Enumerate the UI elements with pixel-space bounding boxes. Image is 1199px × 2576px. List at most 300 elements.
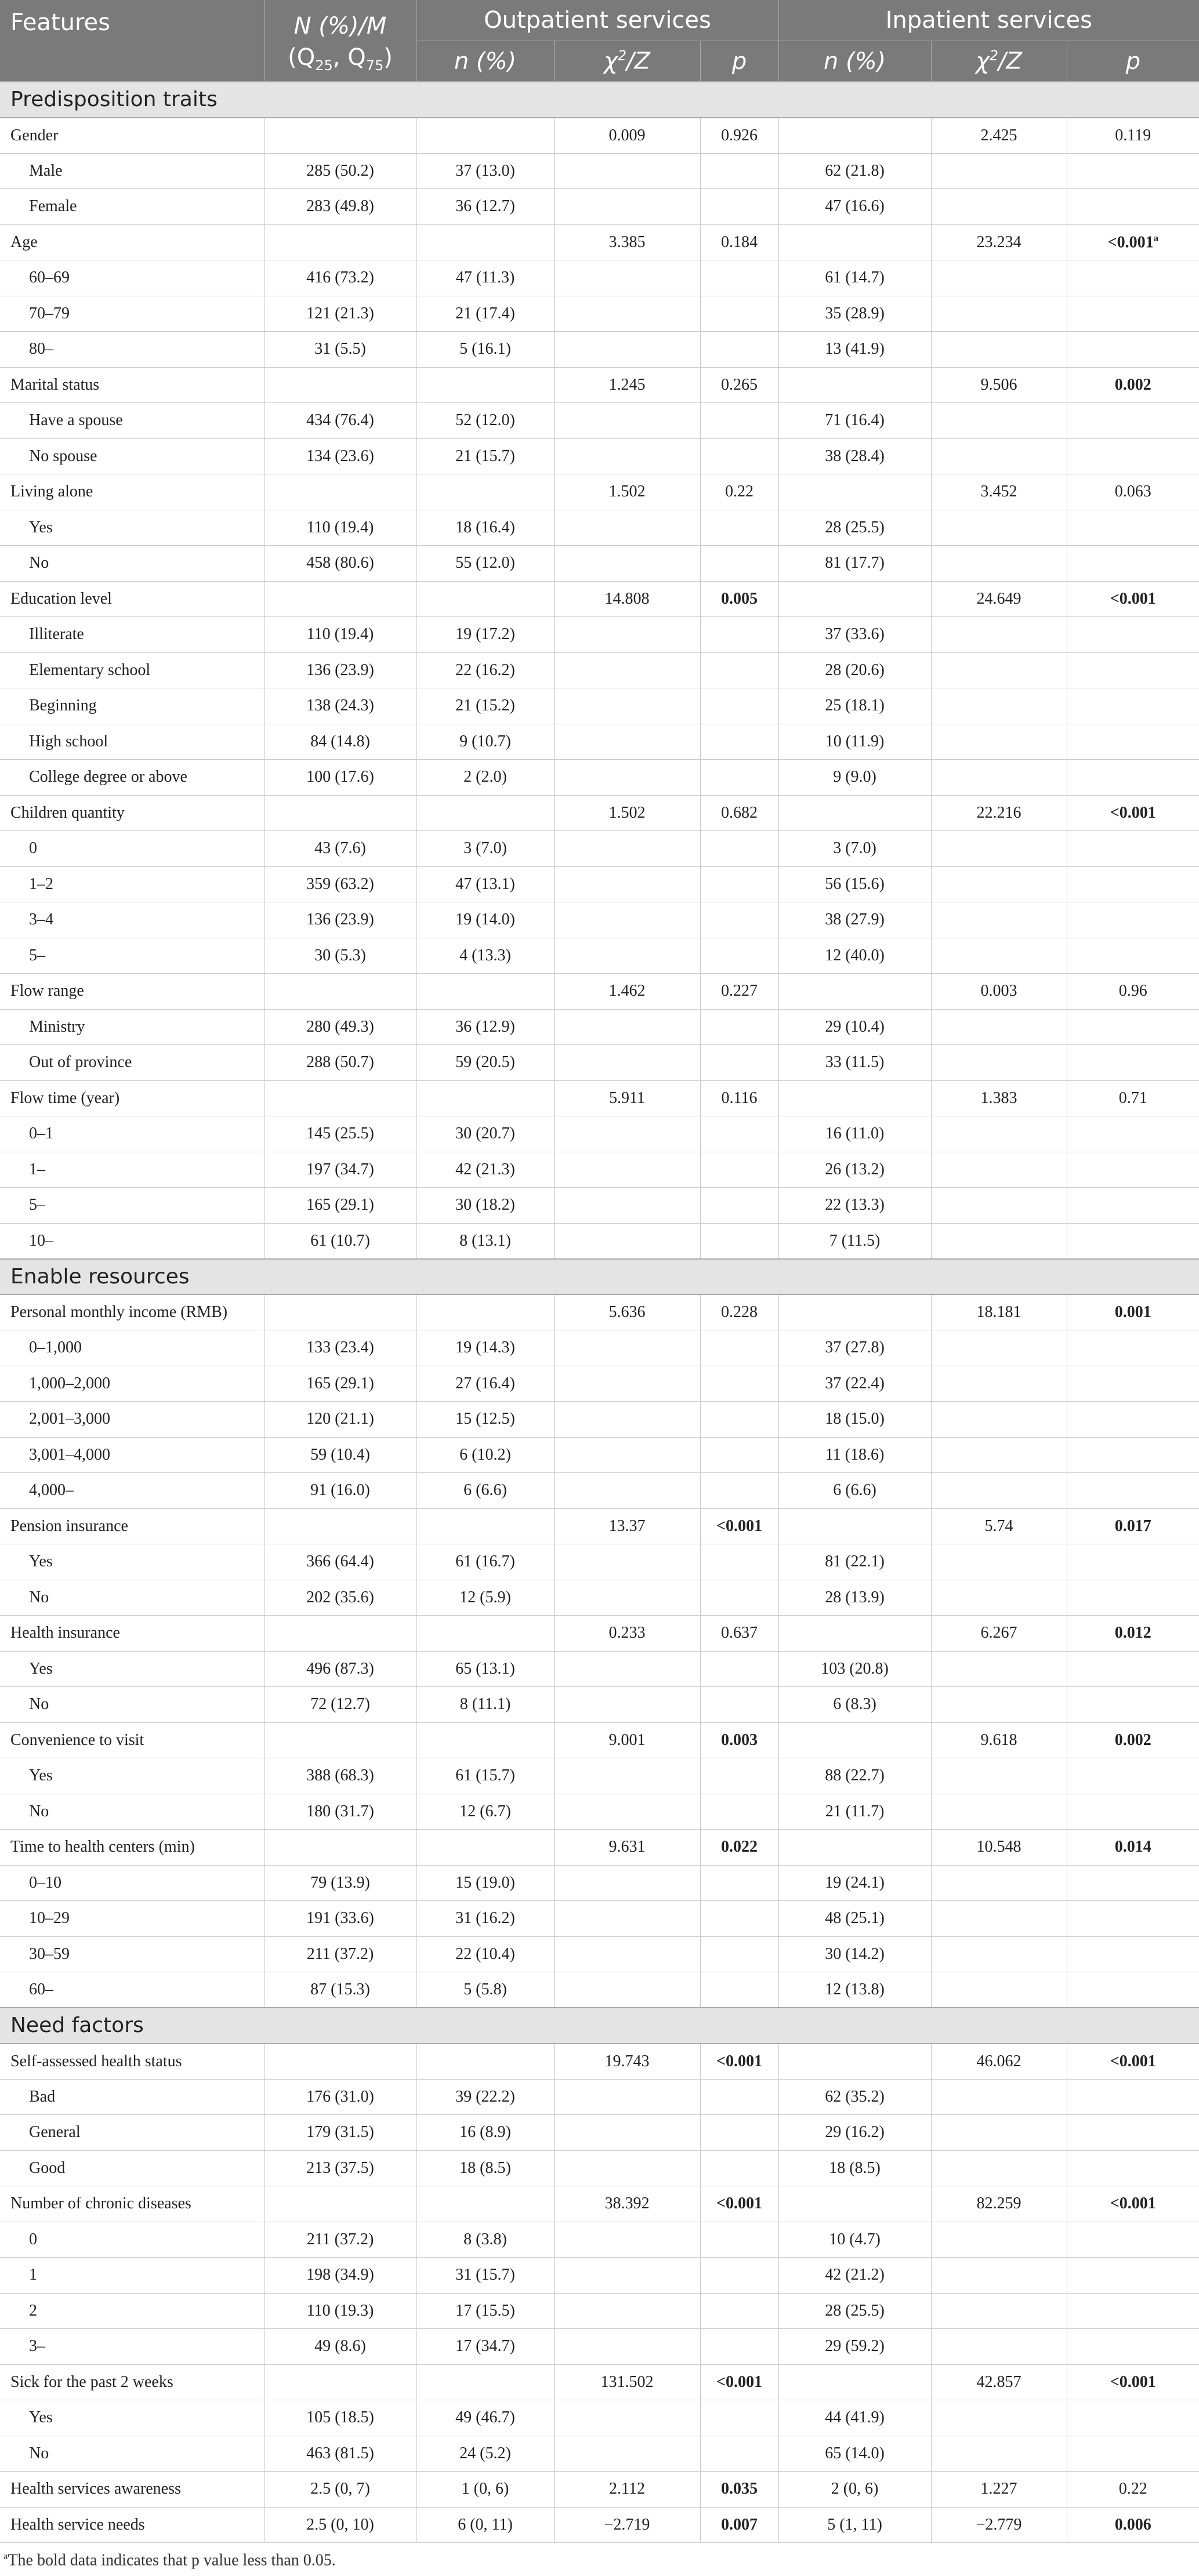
cell-total-value: 359 (63.2) <box>306 875 374 893</box>
cell-total <box>264 153 416 189</box>
cell-inpatient-n <box>778 510 931 546</box>
cell-outpatient-n <box>416 1758 554 1794</box>
cell-inpatient-n <box>778 2079 931 2115</box>
cell-inpatient-chi <box>931 1865 1067 1901</box>
cell-inpatient-p <box>1067 1616 1199 1652</box>
cell-total <box>264 438 416 474</box>
variable-row <box>0 1508 1199 1544</box>
cell-outpatient-n <box>416 438 554 474</box>
cell-total-value: 91 (16.0) <box>310 1481 370 1500</box>
cell-outpatient-n <box>416 902 554 938</box>
cell-inpatient-n <box>778 1972 931 2008</box>
cell-outpatient-p <box>700 153 778 189</box>
variable-row <box>0 2507 1199 2543</box>
cell-total <box>264 2222 416 2258</box>
cell-inpatient-chi <box>931 510 1067 546</box>
cell-inpatient-n <box>778 2400 931 2436</box>
header-inpatient-chi: $\chi^2/Z$ <box>931 41 1067 82</box>
cell-outpatient-chi <box>554 1722 700 1758</box>
cell-inpatient-n <box>778 1294 931 1330</box>
cell-outpatient-n <box>416 1152 554 1188</box>
cell-outpatient-n-value: 19 (17.2) <box>455 625 515 644</box>
cell-outpatient-p-value: <0.001 <box>716 1516 762 1535</box>
row-label: 0 <box>0 831 264 867</box>
cell-inpatient-n-value: 28 (25.5) <box>825 518 885 536</box>
variable-row <box>0 1080 1199 1116</box>
cell-total <box>264 2115 416 2151</box>
cell-outpatient-chi-value: 1.502 <box>608 482 646 501</box>
cell-inpatient-chi <box>931 2472 1067 2508</box>
cell-inpatient-p-value: <0.001 <box>1110 803 1156 822</box>
category-row <box>0 938 1199 974</box>
cell-outpatient-chi-value: 5.911 <box>609 1089 645 1107</box>
cell-outpatient-n-value: 1 (0, 6) <box>461 2480 509 2498</box>
category-row <box>0 189 1199 225</box>
category-row <box>0 2436 1199 2472</box>
row-label: Personal monthly income (RMB) <box>0 1294 264 1330</box>
cell-inpatient-chi <box>931 760 1067 796</box>
cell-total <box>264 189 416 225</box>
cell-total <box>264 581 416 617</box>
cell-outpatient-n <box>416 1402 554 1438</box>
cell-outpatient-p-value: 0.035 <box>721 2480 758 2498</box>
cell-inpatient-p <box>1067 1473 1199 1509</box>
cell-total <box>264 1544 416 1580</box>
cell-outpatient-p-value: 0.007 <box>721 2515 758 2534</box>
cell-inpatient-chi <box>931 1972 1067 2008</box>
row-label: Education level <box>0 581 264 617</box>
cell-inpatient-chi <box>931 1508 1067 1544</box>
cell-inpatient-chi <box>931 2400 1067 2436</box>
cell-outpatient-n-value: 36 (12.7) <box>455 197 515 216</box>
cell-outpatient-p <box>700 2258 778 2294</box>
cell-total <box>264 1366 416 1402</box>
cell-inpatient-p-value: 0.96 <box>1118 982 1147 1000</box>
cell-total-value: 61 (10.7) <box>310 1231 370 1250</box>
category-row <box>0 1972 1199 2008</box>
cell-inpatient-n-value: 29 (59.2) <box>825 2337 885 2356</box>
cell-inpatient-n-value: 6 (8.3) <box>833 1695 876 1714</box>
cell-outpatient-p <box>700 1045 778 1081</box>
cell-outpatient-p-value: 0.005 <box>721 589 758 608</box>
row-label: 0 <box>0 2222 264 2258</box>
cell-total <box>264 2400 416 2436</box>
cell-inpatient-n <box>778 1758 931 1794</box>
cell-inpatient-p <box>1067 795 1199 831</box>
cell-inpatient-n <box>778 189 931 225</box>
cell-outpatient-p-value: 0.228 <box>721 1303 758 1321</box>
cell-outpatient-p <box>700 1080 778 1116</box>
row-label: 1–2 <box>0 866 264 902</box>
cell-inpatient-p-value: 0.119 <box>1115 126 1151 144</box>
cell-inpatient-n-value: 26 (13.2) <box>825 1160 885 1178</box>
row-label: 1,000–2,000 <box>0 1366 264 1402</box>
row-label: 2,001–3,000 <box>0 1402 264 1438</box>
cell-outpatient-chi <box>554 224 700 260</box>
cell-outpatient-n <box>416 974 554 1010</box>
cell-inpatient-chi <box>931 2079 1067 2115</box>
cell-inpatient-n-value: 33 (11.5) <box>825 1053 885 1072</box>
row-label: 3– <box>0 2329 264 2365</box>
cell-inpatient-p <box>1067 1865 1199 1901</box>
cell-inpatient-chi <box>931 831 1067 867</box>
cell-outpatient-n <box>416 1473 554 1509</box>
section-label: Need factors <box>0 2008 1199 2044</box>
section-label: Predisposition traits <box>0 82 1199 118</box>
cell-total <box>264 296 416 332</box>
variable-row <box>0 474 1199 510</box>
cell-outpatient-n <box>416 2079 554 2115</box>
row-label: 70–79 <box>0 296 264 332</box>
cell-outpatient-p <box>700 367 778 403</box>
cell-total-value: 110 (19.4) <box>306 518 374 536</box>
cell-outpatient-p <box>700 2436 778 2472</box>
cell-inpatient-n-value: 28 (25.5) <box>825 2301 885 2320</box>
cell-inpatient-p <box>1067 1830 1199 1866</box>
category-row <box>0 1009 1199 1045</box>
cell-inpatient-chi <box>931 795 1067 831</box>
cell-total <box>264 260 416 296</box>
cell-outpatient-n-value: 19 (14.3) <box>455 1338 515 1357</box>
cell-inpatient-chi <box>931 2436 1067 2472</box>
cell-outpatient-n-value: 17 (34.7) <box>455 2337 515 2356</box>
cell-outpatient-p <box>700 1901 778 1937</box>
category-row <box>0 652 1199 688</box>
cell-outpatient-n-value: 18 (8.5) <box>459 2158 511 2177</box>
cell-outpatient-p <box>700 1722 778 1758</box>
cell-inpatient-n <box>778 2186 931 2222</box>
row-label: 30–59 <box>0 1936 264 1972</box>
category-row <box>0 332 1199 368</box>
cell-total-value: 110 (19.3) <box>306 2301 374 2320</box>
cell-outpatient-n <box>416 260 554 296</box>
row-label: 10– <box>0 1223 264 1259</box>
cell-inpatient-chi <box>931 2507 1067 2543</box>
cell-outpatient-n-value: 36 (12.9) <box>455 1017 515 1036</box>
cell-outpatient-n <box>416 1830 554 1866</box>
cell-outpatient-p <box>700 546 778 582</box>
cell-outpatient-n <box>416 1294 554 1330</box>
cell-outpatient-chi-value: −2.719 <box>604 2515 650 2534</box>
cell-total <box>264 1616 416 1652</box>
cell-inpatient-p <box>1067 2329 1199 2365</box>
cell-outpatient-n-value: 5 (16.1) <box>459 340 511 358</box>
row-label: Female <box>0 189 264 225</box>
cell-outpatient-n <box>416 724 554 760</box>
row-label: College degree or above <box>0 760 264 796</box>
cell-inpatient-n <box>778 224 931 260</box>
cell-inpatient-n <box>778 2115 931 2151</box>
cell-inpatient-n-value: 28 (13.9) <box>825 1588 885 1606</box>
cell-outpatient-chi <box>554 724 700 760</box>
cell-outpatient-n <box>416 189 554 225</box>
cell-inpatient-chi <box>931 652 1067 688</box>
cell-inpatient-chi <box>931 2258 1067 2294</box>
cell-outpatient-n <box>416 332 554 368</box>
cell-total <box>264 688 416 724</box>
row-label: 0–1,000 <box>0 1330 264 1366</box>
cell-outpatient-n <box>416 2329 554 2365</box>
cell-inpatient-chi <box>931 2364 1067 2400</box>
cell-outpatient-n <box>416 1330 554 1366</box>
cell-total <box>264 1687 416 1723</box>
cell-inpatient-p-value: 0.014 <box>1114 1838 1151 1856</box>
cell-outpatient-n-value: 37 (13.0) <box>455 161 515 180</box>
category-row <box>0 2258 1199 2294</box>
cell-outpatient-p <box>700 1009 778 1045</box>
cell-outpatient-p <box>700 2222 778 2258</box>
cell-inpatient-n <box>778 296 931 332</box>
cell-total-value: 136 (23.9) <box>306 661 374 679</box>
cell-outpatient-n <box>416 831 554 867</box>
cell-outpatient-p <box>700 724 778 760</box>
cell-inpatient-chi <box>931 1722 1067 1758</box>
cell-total-value: 49 (8.6) <box>314 2337 366 2356</box>
cell-outpatient-p-value: 0.22 <box>725 482 754 501</box>
cell-outpatient-chi <box>554 1366 700 1402</box>
cell-outpatient-chi-value: 38.392 <box>604 2194 650 2213</box>
table-header <box>0 0 1199 82</box>
cell-outpatient-chi <box>554 260 700 296</box>
cell-outpatient-p <box>700 438 778 474</box>
cell-inpatient-n <box>778 1830 931 1866</box>
row-label: 5– <box>0 1188 264 1224</box>
cell-total <box>264 1294 416 1330</box>
cell-outpatient-n <box>416 1045 554 1081</box>
cell-outpatient-chi <box>554 902 700 938</box>
cell-total-value: 180 (31.7) <box>306 1802 374 1820</box>
cell-total <box>264 2079 416 2115</box>
row-label: Male <box>0 153 264 189</box>
row-label: Bad <box>0 2079 264 2115</box>
category-row <box>0 2329 1199 2365</box>
cell-outpatient-n-value: 21 (15.2) <box>455 696 515 715</box>
cell-outpatient-n-value: 22 (16.2) <box>455 661 515 679</box>
row-label: No <box>0 1687 264 1723</box>
cell-outpatient-chi-value: 9.001 <box>608 1730 646 1749</box>
category-row <box>0 1116 1199 1152</box>
cell-outpatient-n <box>416 652 554 688</box>
cell-inpatient-n <box>778 1580 931 1616</box>
cell-outpatient-n <box>416 2115 554 2151</box>
cell-inpatient-p <box>1067 1366 1199 1402</box>
cell-inpatient-p-value: 0.002 <box>1114 375 1151 394</box>
cell-total-value: 288 (50.7) <box>306 1053 374 1072</box>
header-outpatient-n: n (%) <box>416 41 554 82</box>
cell-outpatient-n-value: 8 (3.8) <box>463 2230 507 2248</box>
cell-outpatient-chi-value: 3.385 <box>608 233 646 251</box>
cell-outpatient-n-value: 12 (5.9) <box>459 1588 511 1606</box>
cell-total <box>264 1330 416 1366</box>
cell-total-value: 211 (37.2) <box>306 2230 374 2248</box>
cell-total-value: 165 (29.1) <box>306 1196 374 1214</box>
cell-outpatient-n <box>416 1972 554 2008</box>
header-q-label: ($Q_{25}$, $Q_{75}$) <box>288 44 393 74</box>
cell-total <box>264 2150 416 2186</box>
cell-total <box>264 1045 416 1081</box>
cell-outpatient-chi <box>554 332 700 368</box>
cell-total <box>264 724 416 760</box>
cell-inpatient-n-value: 12 (13.8) <box>825 1980 885 1998</box>
cell-inpatient-n <box>778 118 931 154</box>
variable-row <box>0 2364 1199 2400</box>
category-row <box>0 1687 1199 1723</box>
cell-outpatient-n <box>416 1437 554 1473</box>
variable-row <box>0 2044 1199 2080</box>
category-row <box>0 403 1199 439</box>
cell-outpatient-chi <box>554 474 700 510</box>
cell-outpatient-p <box>700 760 778 796</box>
cell-inpatient-n-value: 71 (16.4) <box>825 411 885 430</box>
cell-inpatient-n-value: 103 (20.8) <box>821 1659 889 1678</box>
cell-outpatient-n-value: 18 (16.4) <box>455 518 515 536</box>
header-outpatient-chi: $\chi^2/Z$ <box>554 41 700 82</box>
cell-outpatient-n <box>416 224 554 260</box>
cell-outpatient-chi <box>554 938 700 974</box>
cell-total-value: 110 (19.4) <box>306 625 374 644</box>
cell-inpatient-n-value: 81 (17.7) <box>825 554 885 572</box>
cell-outpatient-chi <box>554 831 700 867</box>
cell-inpatient-n <box>778 438 931 474</box>
cell-inpatient-n <box>778 1722 931 1758</box>
cell-inpatient-n-value: 65 (14.0) <box>825 2444 885 2462</box>
cell-outpatient-p <box>700 831 778 867</box>
cell-inpatient-p <box>1067 189 1199 225</box>
cell-total-value: 2.5 (0, 7) <box>310 2480 370 2498</box>
section-row <box>0 1259 1199 1295</box>
cell-inpatient-p <box>1067 938 1199 974</box>
cell-outpatient-p <box>700 510 778 546</box>
cell-inpatient-chi-value: 9.506 <box>980 375 1017 394</box>
row-label: Age <box>0 224 264 260</box>
cell-total <box>264 2472 416 2508</box>
cell-inpatient-p <box>1067 1758 1199 1794</box>
cell-outpatient-n-value: 21 (17.4) <box>455 304 515 322</box>
cell-outpatient-p <box>700 2507 778 2543</box>
cell-outpatient-chi <box>554 189 700 225</box>
cell-total <box>264 367 416 403</box>
cell-outpatient-p <box>700 1544 778 1580</box>
cell-total <box>264 1580 416 1616</box>
cell-inpatient-n-value: 48 (25.1) <box>825 1909 885 1928</box>
variable-row <box>0 1722 1199 1758</box>
cell-outpatient-chi <box>554 118 700 154</box>
cell-outpatient-n-value: 52 (12.0) <box>455 411 515 430</box>
category-row <box>0 1223 1199 1259</box>
row-label: Have a spouse <box>0 403 264 439</box>
cell-inpatient-chi <box>931 1080 1067 1116</box>
cell-outpatient-n-value: 6 (0, 11) <box>458 2515 513 2534</box>
category-row <box>0 2150 1199 2186</box>
cell-outpatient-n <box>416 1580 554 1616</box>
cell-inpatient-n <box>778 1687 931 1723</box>
cell-outpatient-chi <box>554 1830 700 1866</box>
cell-outpatient-p <box>700 1616 778 1652</box>
cell-inpatient-p <box>1067 1152 1199 1188</box>
cell-total-value: 145 (25.5) <box>306 1124 374 1143</box>
category-row <box>0 2079 1199 2115</box>
cell-total <box>264 1080 416 1116</box>
cell-outpatient-chi-value: 0.233 <box>608 1624 646 1642</box>
cell-outpatient-n <box>416 2044 554 2080</box>
cell-inpatient-p <box>1067 296 1199 332</box>
cell-outpatient-p <box>700 332 778 368</box>
cell-outpatient-chi <box>554 2400 700 2436</box>
cell-inpatient-chi <box>931 1437 1067 1473</box>
cell-outpatient-p <box>700 224 778 260</box>
cell-inpatient-p-value: 0.002 <box>1114 1730 1151 1749</box>
cell-inpatient-p <box>1067 403 1199 439</box>
cell-inpatient-n-value: 47 (16.6) <box>825 197 885 216</box>
cell-inpatient-n-value: 16 (11.0) <box>825 1124 885 1143</box>
cell-outpatient-n-value: 55 (12.0) <box>455 554 515 572</box>
cell-inpatient-chi <box>931 2150 1067 2186</box>
row-label: Health service needs <box>0 2507 264 2543</box>
cell-inpatient-chi-value: 10.548 <box>976 1838 1021 1856</box>
cell-outpatient-chi <box>554 1294 700 1330</box>
cell-inpatient-p <box>1067 724 1199 760</box>
cell-outpatient-p <box>700 1366 778 1402</box>
cell-outpatient-n-value: 65 (13.1) <box>455 1659 515 1678</box>
cell-inpatient-n <box>778 2364 931 2400</box>
cell-total-value: 121 (21.3) <box>306 304 374 322</box>
cell-outpatient-p <box>700 1758 778 1794</box>
cell-outpatient-n <box>416 1009 554 1045</box>
category-row <box>0 760 1199 796</box>
variable-row <box>0 2186 1199 2222</box>
cell-outpatient-n <box>416 1080 554 1116</box>
cell-outpatient-p <box>700 474 778 510</box>
cell-outpatient-n-value: 9 (10.7) <box>459 732 511 750</box>
category-row <box>0 2400 1199 2436</box>
cell-outpatient-n-value: 8 (13.1) <box>459 1231 511 1250</box>
cell-total <box>264 760 416 796</box>
cell-outpatient-p <box>700 1223 778 1259</box>
category-row <box>0 688 1199 724</box>
row-label: Marital status <box>0 367 264 403</box>
cell-outpatient-n <box>416 510 554 546</box>
row-label: No <box>0 546 264 582</box>
cell-inpatient-n-value: 11 (18.6) <box>825 1445 885 1464</box>
header-features: Features <box>0 0 264 82</box>
cell-outpatient-chi-value: 9.631 <box>608 1838 646 1856</box>
table-footnote <box>3 2550 336 2570</box>
cell-inpatient-p <box>1067 974 1199 1010</box>
row-label: Sick for the past 2 weeks <box>0 2364 264 2400</box>
cell-inpatient-n <box>778 617 931 653</box>
cell-inpatient-p <box>1067 617 1199 653</box>
cell-outpatient-chi <box>554 1865 700 1901</box>
cell-outpatient-n <box>416 760 554 796</box>
cell-inpatient-chi <box>931 296 1067 332</box>
category-row <box>0 1758 1199 1794</box>
cell-outpatient-chi <box>554 403 700 439</box>
cell-inpatient-n <box>778 1651 931 1687</box>
cell-outpatient-n <box>416 2222 554 2258</box>
cell-outpatient-n-value: 39 (22.2) <box>455 2087 515 2106</box>
category-row <box>0 2222 1199 2258</box>
cell-inpatient-chi <box>931 581 1067 617</box>
category-row <box>0 1651 1199 1687</box>
cell-inpatient-n <box>778 724 931 760</box>
cell-inpatient-p <box>1067 1330 1199 1366</box>
row-label: 60– <box>0 1972 264 2008</box>
cell-inpatient-p <box>1067 2115 1199 2151</box>
cell-outpatient-p <box>700 1402 778 1438</box>
cell-inpatient-p-value: 0.017 <box>1114 1516 1151 1535</box>
cell-inpatient-chi-value: 24.649 <box>976 589 1021 608</box>
cell-inpatient-chi <box>931 1294 1067 1330</box>
